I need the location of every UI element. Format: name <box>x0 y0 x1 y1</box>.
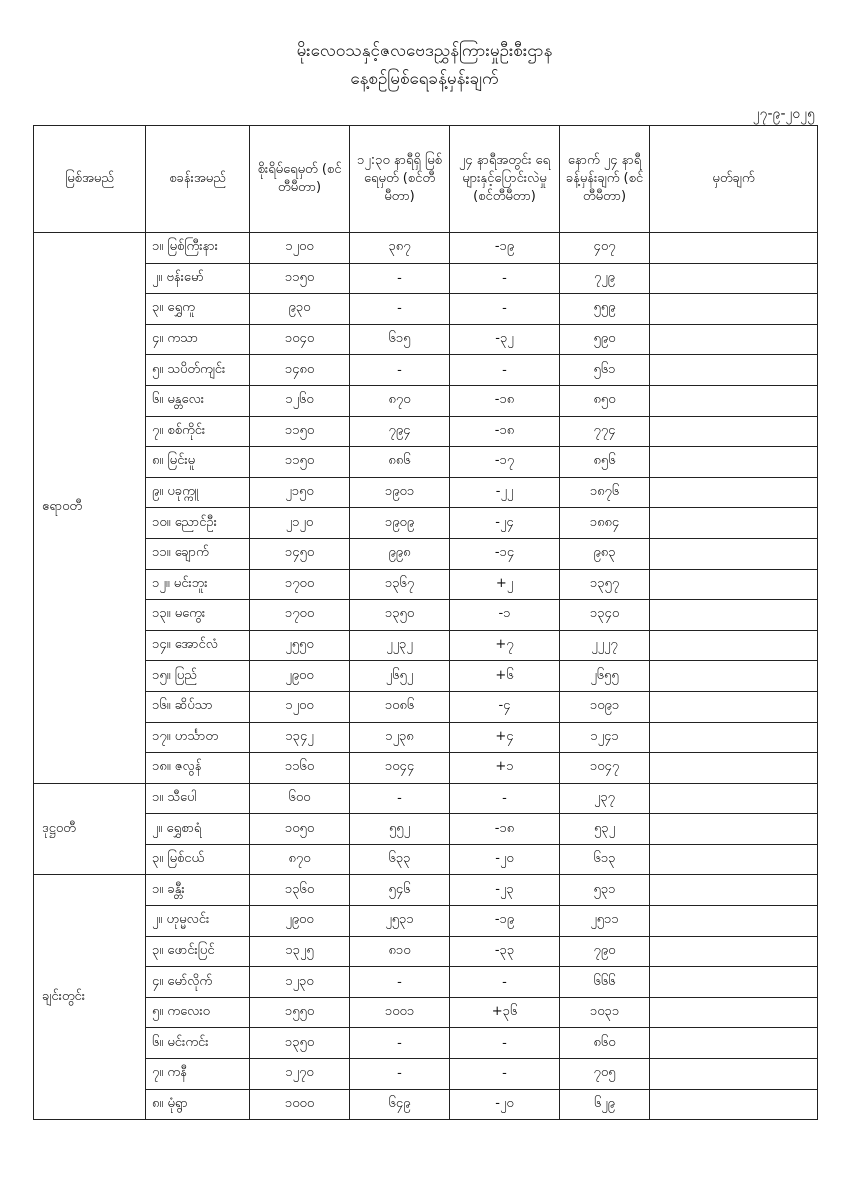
danger-level-cell: ၂၉၀၀ <box>250 661 350 692</box>
station-cell: ၁၄။ အောင်လံ <box>146 630 250 661</box>
danger-level-cell: ၁၃၄၂ <box>250 722 350 753</box>
current-level-cell: - <box>350 783 450 814</box>
station-cell: ၁။ မြစ်ကြီးနား <box>146 233 250 264</box>
current-level-cell: - <box>350 355 450 386</box>
current-level-cell: - <box>350 967 450 998</box>
river-name-cell: ဒုဋ္ဌဝတီ <box>34 783 146 875</box>
change-cell: -၂၄ <box>450 508 560 539</box>
station-cell: ၅။ သပိတ်ကျင်း <box>146 355 250 386</box>
danger-level-cell: ၁၂၃၀ <box>250 967 350 998</box>
remark-cell <box>650 1028 818 1059</box>
table-row <box>34 691 818 722</box>
remark-cell <box>650 906 818 937</box>
table-body <box>34 233 818 1120</box>
current-level-cell: ၁၀၀၁ <box>350 997 450 1028</box>
remark-cell <box>650 233 818 264</box>
forecast-cell: ၂၅၁၁ <box>560 906 650 937</box>
station-cell: ၆။ မန္တလေး <box>146 385 250 416</box>
change-cell: -၂၀ <box>450 844 560 875</box>
table-row <box>34 1059 818 1090</box>
table-row <box>34 355 818 386</box>
change-cell: -၃၃ <box>450 936 560 967</box>
station-cell: ၁၅။ ပြည် <box>146 661 250 692</box>
change-cell: +၁ <box>450 753 560 784</box>
forecast-cell: ၇၂၉ <box>560 263 650 294</box>
change-cell: -၁၉ <box>450 233 560 264</box>
station-cell: ၂။ ရွှေစာရံ <box>146 814 250 845</box>
change-cell: -၁၈ <box>450 385 560 416</box>
current-level-cell: ၁၉၀၁ <box>350 477 450 508</box>
remark-cell <box>650 324 818 355</box>
remark-cell <box>650 416 818 447</box>
current-level-cell: ၆၁၅ <box>350 324 450 355</box>
change-cell: -၁၈ <box>450 814 560 845</box>
danger-level-cell: ၁၁၆၀ <box>250 753 350 784</box>
change-cell: - <box>450 1059 560 1090</box>
station-cell: ၁။ ခန္တီး <box>146 875 250 906</box>
current-level-cell: ၉၉၈ <box>350 538 450 569</box>
current-level-cell: ၆၄၉ <box>350 1089 450 1120</box>
table-row <box>34 997 818 1028</box>
danger-level-cell: ၁၁၅၀ <box>250 263 350 294</box>
forecast-cell: ၆၁၃ <box>560 844 650 875</box>
station-cell: ၆။ မင်းကင်း <box>146 1028 250 1059</box>
remark-cell <box>650 385 818 416</box>
danger-level-cell: ၁၇၀၀ <box>250 600 350 631</box>
remark-cell <box>650 997 818 1028</box>
river-forecast-table <box>33 125 818 1120</box>
forecast-cell: ၈၆၀ <box>560 1028 650 1059</box>
forecast-cell: ၅၅၉ <box>560 294 650 325</box>
change-cell: +၃၆ <box>450 997 560 1028</box>
forecast-cell: ၅၉၀ <box>560 324 650 355</box>
danger-level-cell: ၁၇၀၀ <box>250 569 350 600</box>
river-name-cell: ချင်းတွင်း <box>34 875 146 1120</box>
forecast-cell: ၇၀၅ <box>560 1059 650 1090</box>
forecast-cell: ၁၃၄၀ <box>560 600 650 631</box>
current-level-cell: ၁၃၅၀ <box>350 600 450 631</box>
remark-cell <box>650 263 818 294</box>
column-header-remarks: မှတ်ချက် <box>650 126 818 233</box>
table-row <box>34 600 818 631</box>
station-cell: ၁၁။ ချောက် <box>146 538 250 569</box>
remark-cell <box>650 538 818 569</box>
change-cell: +၂ <box>450 569 560 600</box>
danger-level-cell: ၂၅၅၀ <box>250 630 350 661</box>
forecast-cell: ၂၃၇ <box>560 783 650 814</box>
change-cell: +၆ <box>450 661 560 692</box>
change-cell: - <box>450 355 560 386</box>
remark-cell <box>650 691 818 722</box>
station-cell: ၃။ မြစ်ငယ် <box>146 844 250 875</box>
change-cell: -၂၃ <box>450 875 560 906</box>
forecast-cell: ၅၆၁ <box>560 355 650 386</box>
remark-cell <box>650 477 818 508</box>
remark-cell <box>650 814 818 845</box>
current-level-cell: ၁၃၆၇ <box>350 569 450 600</box>
danger-level-cell: ၁၄၈၀ <box>250 355 350 386</box>
table-row <box>34 294 818 325</box>
current-level-cell: ၆၃၃ <box>350 844 450 875</box>
current-level-cell: ၇၉၄ <box>350 416 450 447</box>
forecast-cell: ၅၃၁ <box>560 875 650 906</box>
report-title: နေ့စဉ်မြစ်ရေခန့်မှန်းချက် <box>350 69 499 89</box>
danger-level-cell: ၁၂၆၀ <box>250 385 350 416</box>
current-level-cell: ၅၄၆ <box>350 875 450 906</box>
danger-level-cell: ၁၁၅၀ <box>250 447 350 478</box>
station-cell: ၁၈။ ဇလွန် <box>146 753 250 784</box>
change-cell: -၁၈ <box>450 416 560 447</box>
table-row <box>34 477 818 508</box>
station-cell: ၅။ ကလေးဝ <box>146 997 250 1028</box>
station-cell: ၃။ ရွှေကူ <box>146 294 250 325</box>
table-row <box>34 1089 818 1120</box>
table-row <box>34 447 818 478</box>
forecast-cell: ၄၀၇ <box>560 233 650 264</box>
change-cell: -၂၀ <box>450 1089 560 1120</box>
forecast-cell: ၈၅၆ <box>560 447 650 478</box>
remark-cell <box>650 753 818 784</box>
report-date: ၂၇-၉-၂၀၂၅ <box>752 106 815 122</box>
forecast-cell: ၉၈၃ <box>560 538 650 569</box>
station-cell: ၁၇။ ဟင်္သာတ <box>146 722 250 753</box>
station-cell: ၂။ ဟုမ္မလင်း <box>146 906 250 937</box>
remark-cell <box>650 722 818 753</box>
danger-level-cell: ၁၂၀၀ <box>250 691 350 722</box>
current-level-cell: ၁၉၀၉ <box>350 508 450 539</box>
station-cell: ၈။ မုံရွာ <box>146 1089 250 1120</box>
danger-level-cell: ၁၂၇၀ <box>250 1059 350 1090</box>
danger-level-cell: ၉၃၀ <box>250 294 350 325</box>
current-level-cell: ၁၀၄၄ <box>350 753 450 784</box>
change-cell: -၁၉ <box>450 906 560 937</box>
table-row <box>34 569 818 600</box>
danger-level-cell: ၁၅၅၀ <box>250 997 350 1028</box>
station-cell: ၇။ ကနီ <box>146 1059 250 1090</box>
forecast-cell: ၁၈၇၆ <box>560 477 650 508</box>
danger-level-cell: ၁၃၅၀ <box>250 1028 350 1059</box>
remark-cell <box>650 447 818 478</box>
forecast-cell: ၆၂၉ <box>560 1089 650 1120</box>
danger-level-cell: ၂၁၅၀ <box>250 477 350 508</box>
station-cell: ၈။ မြင်းမူ <box>146 447 250 478</box>
current-level-cell: - <box>350 263 450 294</box>
change-cell: -၁ <box>450 600 560 631</box>
station-cell: ၄။ ကသာ <box>146 324 250 355</box>
change-cell: - <box>450 967 560 998</box>
remark-cell <box>650 355 818 386</box>
table-row <box>34 661 818 692</box>
change-cell: -၁၇ <box>450 447 560 478</box>
forecast-cell: ၅၃၂ <box>560 814 650 845</box>
table-row <box>34 906 818 937</box>
column-header-current-level: ၁၂:၃၀ နာရီရှိ မြစ်ရေမှတ် (စင်တီမီတာ) <box>350 126 450 233</box>
remark-cell <box>650 1089 818 1120</box>
danger-level-cell: ၁၁၅၀ <box>250 416 350 447</box>
current-level-cell: ၂၅၃၁ <box>350 906 450 937</box>
remark-cell <box>650 936 818 967</box>
change-cell: - <box>450 783 560 814</box>
remark-cell <box>650 294 818 325</box>
forecast-cell: ၂၆၅၅ <box>560 661 650 692</box>
table-row <box>34 324 818 355</box>
danger-level-cell: ၂၉၀၀ <box>250 906 350 937</box>
danger-level-cell: ၈၇၀ <box>250 844 350 875</box>
station-cell: ၁၃။ မကွေး <box>146 600 250 631</box>
agency-title: မိုးလေဝသနှင့်ဇလဗေဒညွှန်ကြားမှုဦးစီးဌာန <box>296 41 553 61</box>
column-header-danger-level: စိုးရိမ်ရေမှတ် (စင်တီမီတာ) <box>250 126 350 233</box>
current-level-cell: ၁၂၃၈ <box>350 722 450 753</box>
column-header-river: မြစ်အမည် <box>34 126 146 233</box>
table-row <box>34 844 818 875</box>
change-cell: -၄ <box>450 691 560 722</box>
remark-cell <box>650 1059 818 1090</box>
remark-cell <box>650 783 818 814</box>
change-cell: - <box>450 1028 560 1059</box>
forecast-cell: ၁၀၉၁ <box>560 691 650 722</box>
table-row <box>34 1028 818 1059</box>
column-header-forecast: နောက် ၂၄ နာရီ ခန့်မှန်းချက် (စင်တီမီတာ) <box>560 126 650 233</box>
table-row <box>34 936 818 967</box>
danger-level-cell: ၁၃၂၅ <box>250 936 350 967</box>
current-level-cell: - <box>350 1028 450 1059</box>
current-level-cell: ၃၈၇ <box>350 233 450 264</box>
station-cell: ၇။ စစ်ကိုင်း <box>146 416 250 447</box>
remark-cell <box>650 967 818 998</box>
current-level-cell: ၂၆၅၂ <box>350 661 450 692</box>
danger-level-cell: ၁၂၀၀ <box>250 233 350 264</box>
table-row <box>34 385 818 416</box>
forecast-cell: ၁၂၄၁ <box>560 722 650 753</box>
current-level-cell: - <box>350 294 450 325</box>
change-cell: -၁၄ <box>450 538 560 569</box>
remark-cell <box>650 600 818 631</box>
danger-level-cell: ၁၀၄၀ <box>250 324 350 355</box>
forecast-cell: ၇၇၄ <box>560 416 650 447</box>
change-cell: - <box>450 263 560 294</box>
current-level-cell: ၅၅၂ <box>350 814 450 845</box>
current-level-cell: - <box>350 1059 450 1090</box>
remark-cell <box>650 630 818 661</box>
remark-cell <box>650 661 818 692</box>
table-row <box>34 875 818 906</box>
table-row <box>34 814 818 845</box>
forecast-cell: ၆၆၆ <box>560 967 650 998</box>
table-row <box>34 508 818 539</box>
change-cell: - <box>450 294 560 325</box>
danger-level-cell: ၆၀၀ <box>250 783 350 814</box>
remark-cell <box>650 875 818 906</box>
table-row <box>34 783 818 814</box>
column-header-station: စခန်းအမည် <box>146 126 250 233</box>
column-header-change: ၂၄ နာရီအတွင်း ရေများနှင့်ပြောင်းလဲမှု (စင်တီမီတာ) <box>450 126 560 233</box>
danger-level-cell: ၁၃၆၀ <box>250 875 350 906</box>
current-level-cell: ၂၂၃၂ <box>350 630 450 661</box>
danger-level-cell: ၂၁၂၀ <box>250 508 350 539</box>
forecast-cell: ၁၈၈၄ <box>560 508 650 539</box>
current-level-cell: ၁၀၈၆ <box>350 691 450 722</box>
danger-level-cell: ၁၀၀၀ <box>250 1089 350 1120</box>
forecast-cell: ၈၅၀ <box>560 385 650 416</box>
station-cell: ၂။ ဗန်းမော် <box>146 263 250 294</box>
change-cell: +၇ <box>450 630 560 661</box>
table-row <box>34 722 818 753</box>
station-cell: ၁၀။ ညောင်ဦး <box>146 508 250 539</box>
table-row <box>34 630 818 661</box>
station-cell: ၃။ ဖောင်းပြင် <box>146 936 250 967</box>
forecast-cell: ၁၃၅၇ <box>560 569 650 600</box>
river-name-cell: ဧရာဝတီ <box>34 233 146 784</box>
danger-level-cell: ၁၄၅၀ <box>250 538 350 569</box>
remark-cell <box>650 844 818 875</box>
table-row <box>34 233 818 264</box>
forecast-cell: ၇၉၀ <box>560 936 650 967</box>
forecast-cell: ၁၀၃၁ <box>560 997 650 1028</box>
change-cell: -၃၂ <box>450 324 560 355</box>
table-row <box>34 967 818 998</box>
current-level-cell: ၈၈၆ <box>350 447 450 478</box>
current-level-cell: ၈၁၀ <box>350 936 450 967</box>
station-cell: ၉။ ပခုက္ကူ <box>146 477 250 508</box>
remark-cell <box>650 508 818 539</box>
table-row <box>34 538 818 569</box>
station-cell: ၁။ သီပေါ <box>146 783 250 814</box>
table-row <box>34 416 818 447</box>
change-cell: -၂၂ <box>450 477 560 508</box>
forecast-cell: ၂၂၂၇ <box>560 630 650 661</box>
forecast-cell: ၁၀၄၇ <box>560 753 650 784</box>
table-row <box>34 263 818 294</box>
current-level-cell: ၈၇၀ <box>350 385 450 416</box>
header-row <box>34 126 818 233</box>
danger-level-cell: ၁၀၅၀ <box>250 814 350 845</box>
remark-cell <box>650 569 818 600</box>
table-row <box>34 753 818 784</box>
station-cell: ၁၂။ မင်းဘူး <box>146 569 250 600</box>
station-cell: ၄။ မော်လိုက် <box>146 967 250 998</box>
station-cell: ၁၆။ ဆိပ်သာ <box>146 691 250 722</box>
change-cell: +၄ <box>450 722 560 753</box>
